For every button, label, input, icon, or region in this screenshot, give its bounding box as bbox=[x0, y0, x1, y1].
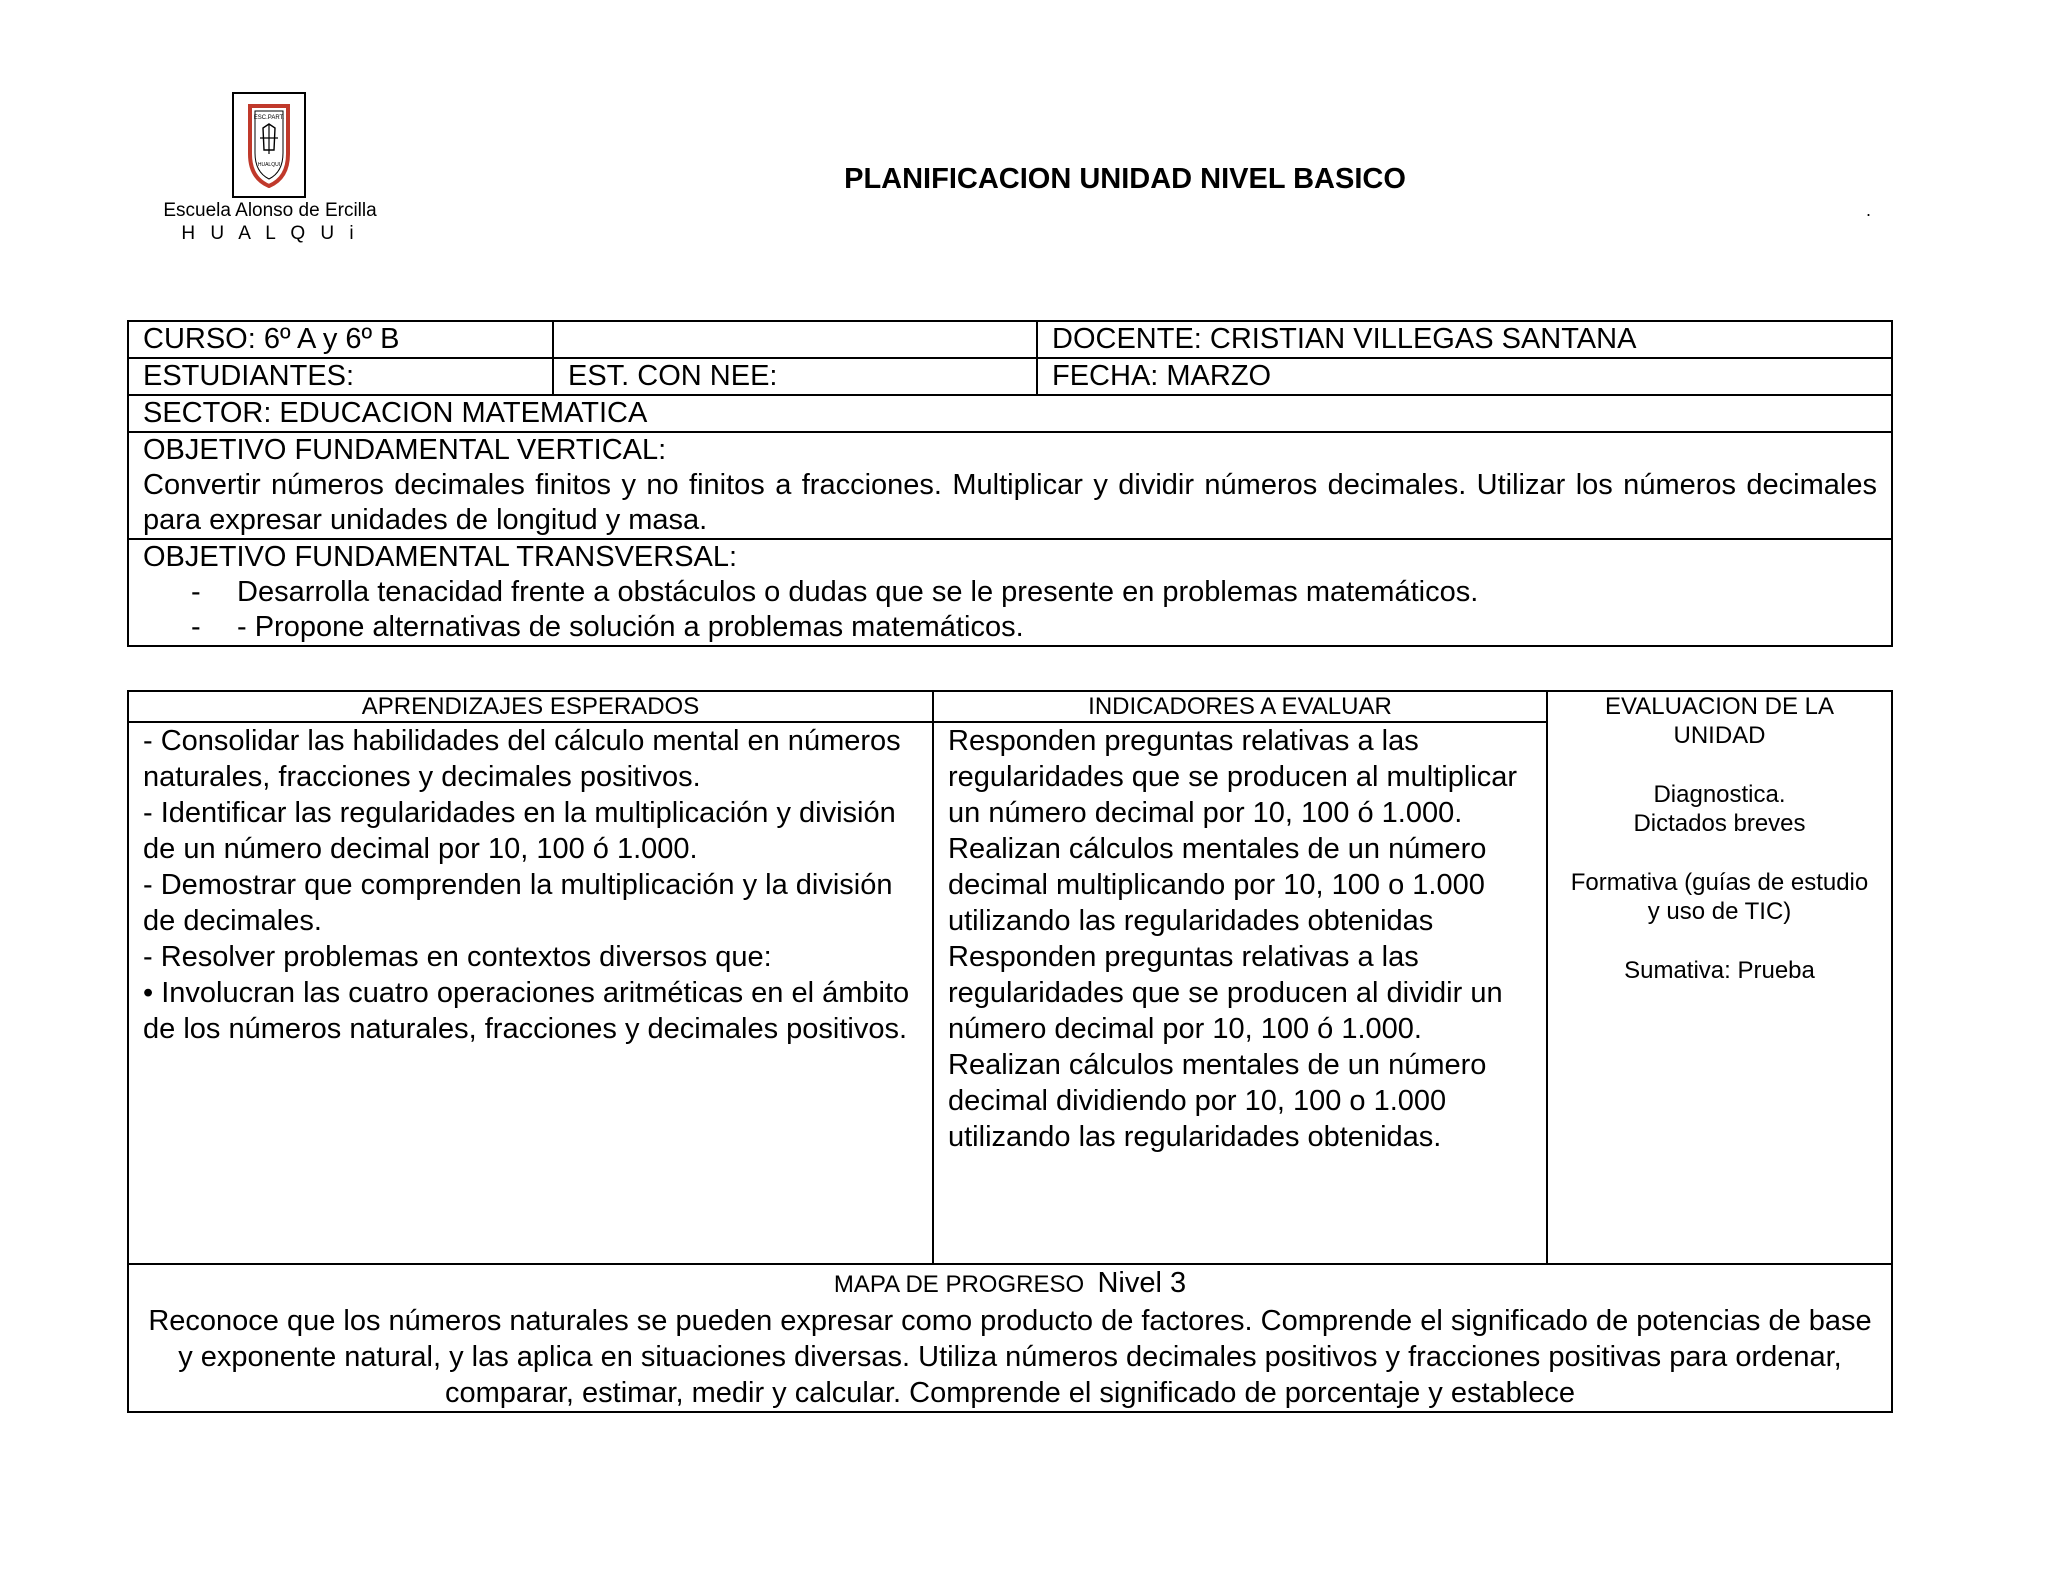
header-evaluacion: EVALUACION DE LA UNIDAD bbox=[1605, 693, 1834, 749]
ofv-text: Convertir números decimales finitos y no finitos a fracciones. Multiplicar y dividir números decimales. Utilizar los números decimales para expresar unidades de longitud y masa. bbox=[143, 469, 1877, 536]
estudiantes-cell: ESTUDIANTES: bbox=[128, 358, 553, 395]
mapa-cell bbox=[128, 1264, 1892, 1412]
indicadores-cell bbox=[933, 722, 1547, 1264]
eval-diagnostica: Diagnostica. bbox=[1653, 781, 1786, 808]
docente-cell: DOCENTE: CRISTIAN VILLEGAS SANTANA bbox=[1037, 321, 1892, 358]
eval-formativa: Formativa (guías de estudio y uso de TIC) bbox=[1570, 869, 1869, 925]
page-title: PLANIFICACION UNIDAD NIVEL BASICO bbox=[844, 163, 1406, 195]
aprendizaje-item: - Identificar las regularidades en la multiplicación y división de un número decimal por 10, 100 ó 1.000. bbox=[143, 797, 896, 865]
info-row-sector bbox=[128, 395, 1892, 432]
mapa-label: MAPA DE PROGRESO bbox=[833, 1271, 1085, 1298]
info-table bbox=[127, 320, 1893, 647]
mapa-row bbox=[128, 1264, 1892, 1412]
mapa-heading bbox=[143, 1265, 1877, 1303]
fecha-cell: FECHA: MARZO bbox=[1037, 358, 1892, 395]
eval-dictados: Dictados breves bbox=[1633, 810, 1806, 837]
header-dot: . bbox=[1866, 200, 1872, 220]
school-logo bbox=[232, 92, 306, 198]
oft-item: - - Propone alternativas de solución a problemas matemáticos. bbox=[143, 610, 1877, 645]
logo-top-text: ESC.PART. bbox=[253, 115, 285, 121]
mapa-nivel: Nivel 3 bbox=[1097, 1267, 1187, 1299]
aprendizaje-item: - Demostrar que comprenden la multiplicación y la división de decimales. bbox=[143, 869, 893, 937]
indicador-item: Realizan cálculos mentales de un número decimal multiplicando por 10, 100 o 1.000 utilizando las regularidades obtenidas bbox=[948, 833, 1487, 937]
school-city: H U A L Q U i bbox=[181, 223, 359, 244]
est-nee-cell: EST. CON NEE: bbox=[553, 358, 1037, 395]
sector-cell: SECTOR: EDUCACION MATEMATICA bbox=[128, 395, 1892, 432]
plan-table bbox=[127, 690, 1893, 1413]
header-aprendizajes: APRENDIZAJES ESPERADOS bbox=[128, 691, 933, 722]
aprendizajes-cell bbox=[128, 722, 933, 1264]
info-row-estudiantes bbox=[128, 358, 1892, 395]
oft-list bbox=[143, 575, 1877, 645]
aprendizaje-item: • Involucran las cuatro operaciones aritméticas en el ámbito de los números naturales, fracciones y decimales positivos. bbox=[143, 977, 910, 1045]
info-row-curso bbox=[128, 321, 1892, 358]
evaluacion-cell bbox=[1547, 691, 1892, 1264]
plan-header-row bbox=[128, 691, 1892, 722]
aprendizaje-item: - Consolidar las habilidades del cálculo mental en números naturales, fracciones y decimales positivos. bbox=[143, 725, 901, 793]
indicador-item: Realizan cálculos mentales de un número decimal dividiendo por 10, 100 o 1.000 utilizando las regularidades obtenidas. bbox=[948, 1049, 1487, 1153]
info-row-oft bbox=[128, 539, 1892, 646]
ofv-cell bbox=[128, 432, 1892, 539]
oft-cell bbox=[128, 539, 1892, 646]
indicador-item: Responden preguntas relativas a las regularidades que se producen al dividir un número decimal por 10, 100 ó 1.000. bbox=[948, 941, 1503, 1045]
aprendizaje-item: - Resolver problemas en contextos diversos que: bbox=[143, 941, 772, 973]
curso-cell: CURSO: 6º A y 6º B bbox=[128, 321, 553, 358]
header-indicadores: INDICADORES A EVALUAR bbox=[933, 691, 1547, 722]
info-row-ofv bbox=[128, 432, 1892, 539]
school-name-block bbox=[140, 199, 400, 245]
indicador-item: Responden preguntas relativas a las regularidades que se producen al multiplicar un número decimal por 10, 100 ó 1.000. bbox=[948, 725, 1518, 829]
school-crest-icon bbox=[246, 102, 292, 188]
mapa-text: Reconoce que los números naturales se pueden expresar como producto de factores. Comprende el significado de potencias de base y exponente natural, y las aplica en situaciones diversas. Utiliza números decimales positivos y fracciones positivas para ordenar, comparar, estimar, medir y calcular. Comprende el significado de porcentaje y establece bbox=[148, 1305, 1872, 1409]
eval-sumativa: Sumativa: Prueba bbox=[1624, 957, 1815, 984]
logo-bottom-text: HUALQUI bbox=[257, 162, 281, 168]
oft-label: OBJETIVO FUNDAMENTAL TRANSVERSAL: bbox=[143, 541, 738, 573]
empty-cell bbox=[553, 321, 1037, 358]
school-name: Escuela Alonso de Ercilla bbox=[163, 200, 377, 221]
ofv-label: OBJETIVO FUNDAMENTAL VERTICAL: bbox=[143, 434, 667, 466]
oft-item: - Desarrolla tenacidad frente a obstáculos o dudas que se le presente en problemas matemáticos. bbox=[143, 575, 1877, 610]
